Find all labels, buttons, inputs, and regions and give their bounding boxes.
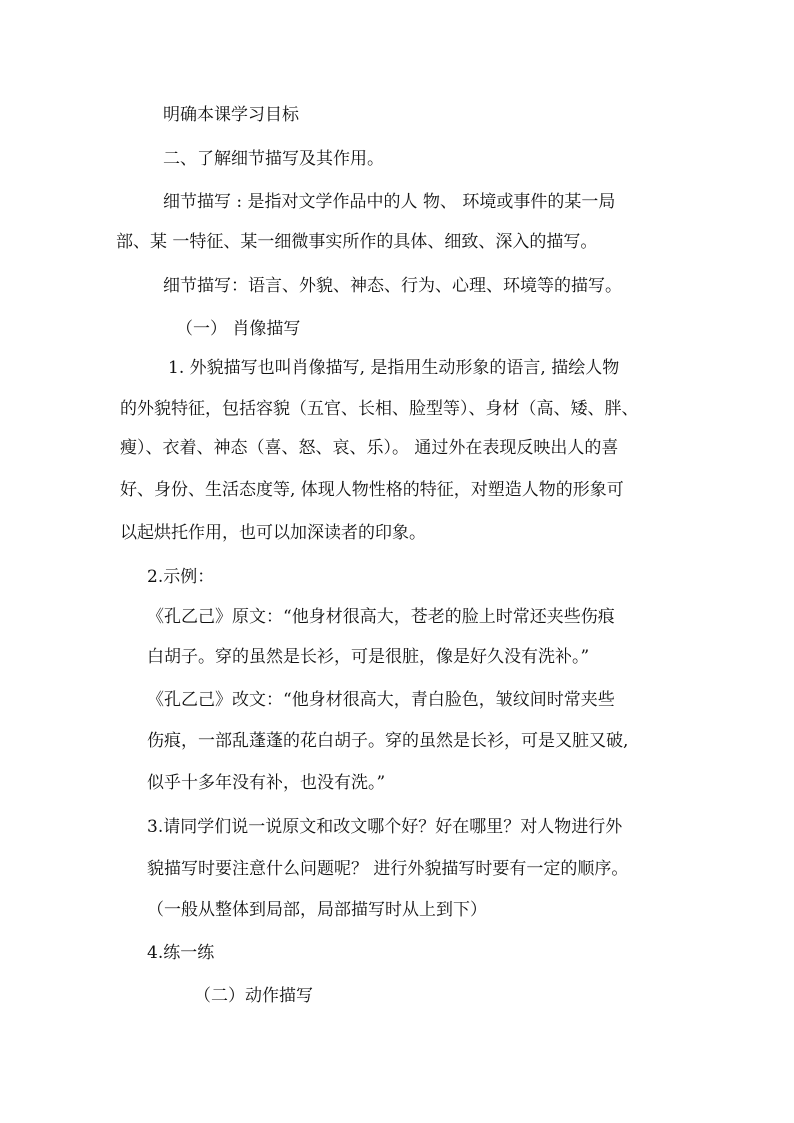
point-1-line-1: 1. 外貌描写也叫肖像描写, 是指用生动形象的语言, 描绘人物 xyxy=(168,358,620,378)
point-3-line-1: 3.请同学们说一说原文和改文哪个好？好在哪里？对人物进行外 xyxy=(147,817,623,837)
original-text-line-1: 《孔乙己》原文：“他身材很高大，苍老的脸上时常还夹些伤痕 xyxy=(147,607,615,627)
definition-line-2: 部、某 一特征、某一细微事实所作的具体、细致、深入的描写。 xyxy=(116,232,598,252)
original-text-line-2: 白胡子。穿的虽然是长衫，可是很脏，像是好久没有洗补。” xyxy=(147,647,590,667)
point-4-label: 4.练一练 xyxy=(147,943,215,963)
point-3-line-2: 貌描写时要注意什么问题呢？ 进行外貌描写时要有一定的顺序。 xyxy=(147,859,629,879)
point-1-line-2: 的外貌特征，包括容貌（五官、长相、脸型等）、身材（高、矮、胖、 xyxy=(120,399,639,419)
revised-text-line-3: 似乎十多年没有补，也没有洗。” xyxy=(147,773,386,793)
revised-text-line-1: 《孔乙己》改文：“他身材很高大，青白脸色，皱纹间时常夹些 xyxy=(147,690,615,710)
point-2-label: 2.示例： xyxy=(147,567,215,587)
action-section-heading: （二）动作描写 xyxy=(194,986,313,1006)
section-two-heading: 二、了解细节描写及其作用。 xyxy=(163,149,384,169)
point-1-line-5: 以起烘托作用，也可以加深读者的印象。 xyxy=(120,523,426,543)
definition-line-1: 细节描写 : 是指对文学作品中的人 物、 环境或事件的某一局 xyxy=(163,192,616,212)
point-3-line-3: （一般从整体到局部，局部描写时从上到下） xyxy=(147,900,487,920)
page-heading: 明确本课学习目标 xyxy=(163,105,299,125)
description-types: 细节描写：语言、外貌、神态、行为、心理、环境等的描写。 xyxy=(163,276,622,296)
point-1-line-3: 瘦）、衣着、神态（喜、怒、哀、乐）。 通过外在表现反映出人的喜 xyxy=(120,438,619,458)
point-1-line-4: 好、身份、生活态度等, 体现人物性格的特征，对塑造人物的形象可 xyxy=(120,480,624,500)
revised-text-line-2: 伤痕，一部乱蓬蓬的花白胡子。穿的虽然是长衫，可是又脏又破, xyxy=(147,731,629,751)
portrait-section-heading: （一） 肖像描写 xyxy=(176,319,301,339)
